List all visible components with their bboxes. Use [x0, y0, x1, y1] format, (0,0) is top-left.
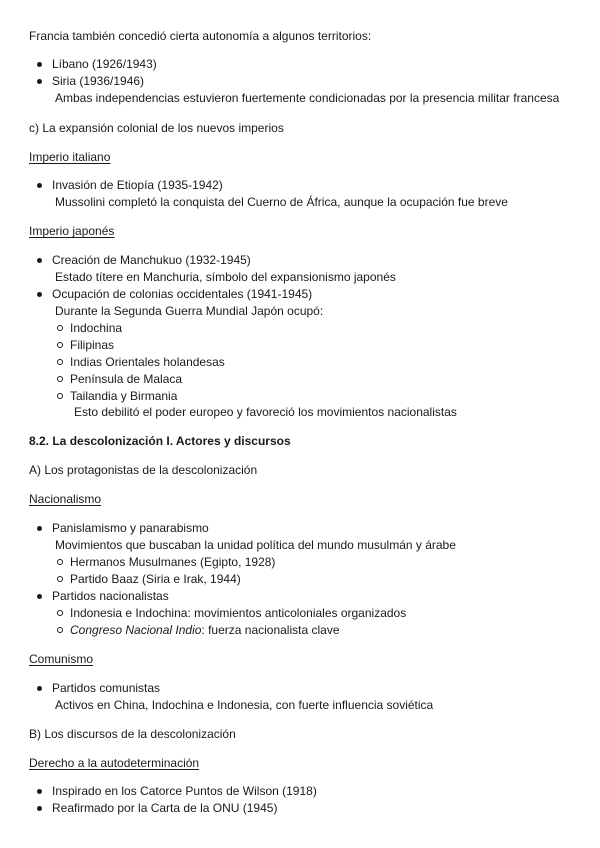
- section-a-heading: A) Los protagonistas de la descolonización: [29, 463, 258, 477]
- sublist-item: Partido Baaz (Siria e Irak, 1944): [70, 572, 241, 586]
- autodeterminacion-heading: Derecho a la autodeterminación: [29, 756, 200, 770]
- intro-text: Francia también concedió cierta autonomía a algunos territorios:: [29, 29, 372, 43]
- sublist-item: Indias Orientales holandesas: [70, 355, 225, 369]
- section-82-heading: 8.2. La descolonización I. Actores y discursos: [29, 434, 291, 448]
- congreso-rest: : fuerza nacionalista clave: [201, 623, 340, 637]
- comunismo-heading: Comunismo: [29, 652, 94, 666]
- congreso-italic: Congreso Nacional Indio: [70, 623, 202, 637]
- list-item-panislamismo: Panislamismo y panarabismo: [52, 521, 209, 535]
- sublist-item-congreso: [70, 623, 340, 637]
- section-b-heading: B) Los discursos de la descolonización: [29, 727, 236, 741]
- section-c-heading: c) La expansión colonial de los nuevos imperios: [29, 121, 284, 135]
- comunismo-note: Activos en China, Indochina e Indonesia, con fuerte influencia soviética: [55, 698, 434, 712]
- list-item-etiopia: Invasión de Etiopía (1935-1942): [52, 178, 223, 192]
- sublist-item: Tailandia y Birmania: [70, 389, 178, 403]
- list-item-onu: Reafirmado por la Carta de la ONU (1945): [52, 801, 278, 815]
- list-item-manchukuo: Creación de Manchukuo (1932-1945): [52, 253, 251, 267]
- sublist-item: Indonesia e Indochina: movimientos anticoloniales organizados: [70, 606, 407, 620]
- sublist-item: Península de Malaca: [70, 372, 183, 386]
- imperio-italiano-heading: Imperio italiano: [29, 150, 111, 164]
- list-item-libano: Líbano (1926/1943): [52, 57, 157, 71]
- list-item-partidos-nacionalistas: Partidos nacionalistas: [52, 589, 169, 603]
- imperio-japones-heading: Imperio japonés: [29, 224, 115, 238]
- list-item-siria: Siria (1936/1946): [52, 74, 145, 88]
- sublist-item: Hermanos Musulmanes (Egipto, 1928): [70, 555, 276, 569]
- ocupacion-note: Durante la Segunda Guerra Mundial Japón ocupó:: [55, 304, 324, 318]
- manchukuo-note: Estado títere en Manchuria, símbolo del expansionismo japonés: [55, 270, 396, 284]
- italiano-note: Mussolini completó la conquista del Cuerno de África, aunque la ocupación fue breve: [55, 195, 508, 209]
- list-item-partidos-comunistas: Partidos comunistas: [52, 681, 161, 695]
- list-item-wilson: Inspirado en los Catorce Puntos de Wilson (1918): [52, 784, 317, 798]
- japones-closing: Esto debilitó el poder europeo y favoreció los movimientos nacionalistas: [74, 405, 457, 419]
- francia-note: Ambas independencias estuvieron fuertemente condicionadas por la presencia militar francesa: [55, 91, 560, 105]
- sublist-item: Indochina: [70, 321, 123, 335]
- list-item-ocupacion: Ocupación de colonias occidentales (1941-1945): [52, 287, 313, 301]
- sublist-item: Filipinas: [70, 338, 115, 352]
- nacionalismo-heading: Nacionalismo: [29, 492, 102, 506]
- panislamismo-note: Movimientos que buscaban la unidad política del mundo musulmán y árabe: [55, 538, 456, 552]
